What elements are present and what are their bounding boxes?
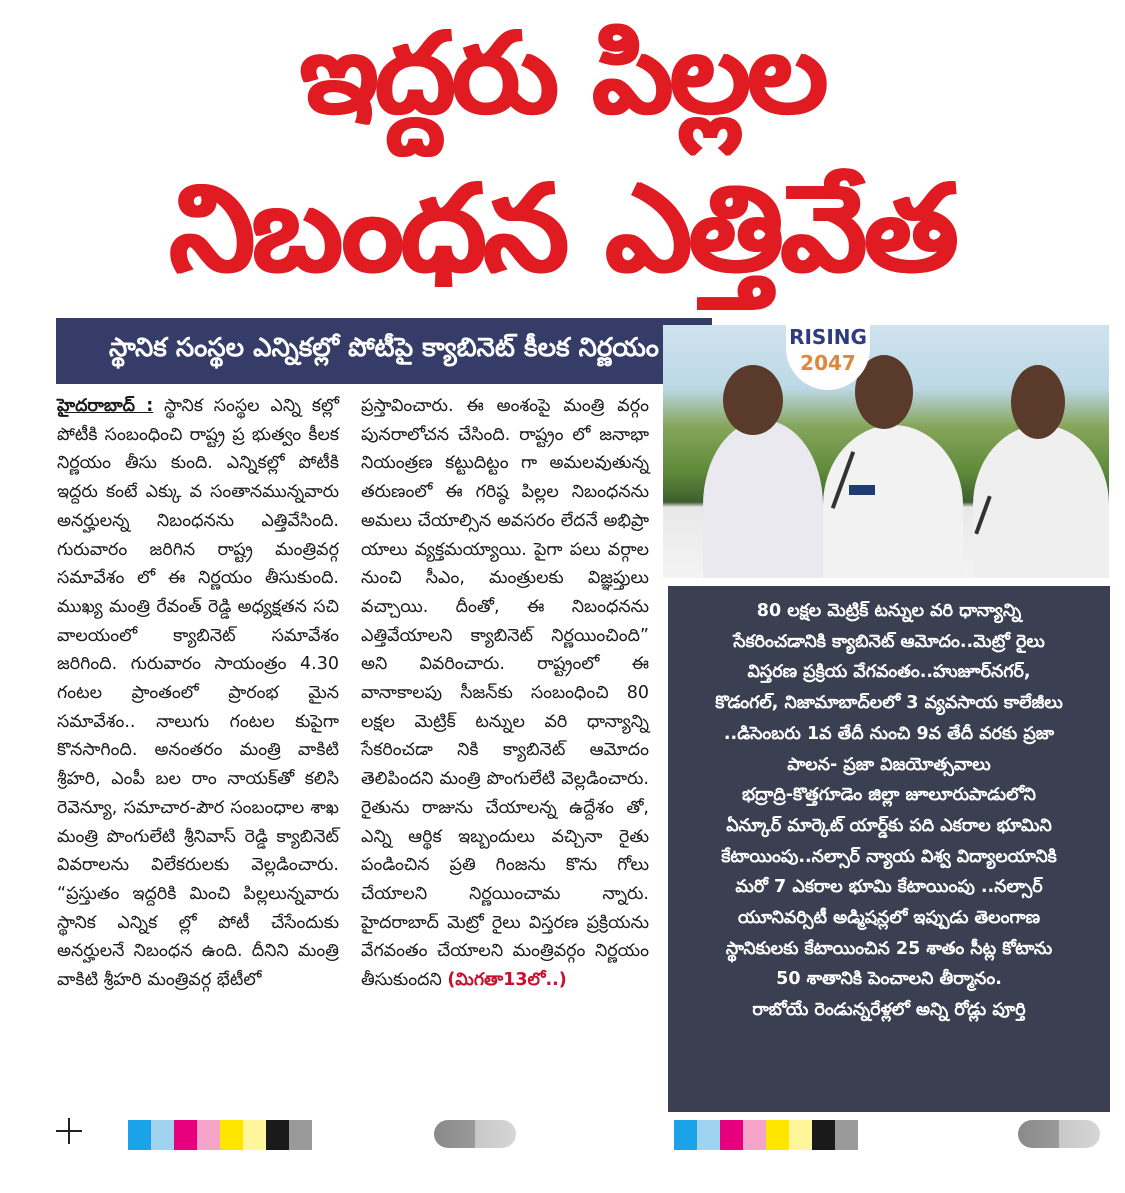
- color-swatch: [266, 1120, 289, 1150]
- color-swatch: [743, 1120, 766, 1150]
- highlight-line: కేటాయింపు..నల్సార్ న్యాయ విశ్వ విద్యాలయానికి: [721, 846, 1057, 867]
- highlights-box: [668, 586, 1110, 1112]
- person-right: [973, 425, 1109, 578]
- color-swatch: [151, 1120, 174, 1150]
- color-swatch: [128, 1120, 151, 1150]
- color-swatch: [174, 1120, 197, 1150]
- color-swatch: [674, 1120, 697, 1150]
- person-center: [823, 425, 963, 578]
- rising-year: 2047: [800, 351, 856, 375]
- person-left: [703, 420, 823, 578]
- color-swatch: [812, 1120, 835, 1150]
- color-swatch: [289, 1120, 312, 1150]
- color-swatch: [243, 1120, 266, 1150]
- article-column-1: [57, 392, 339, 995]
- rising-word: RISING: [789, 325, 867, 349]
- color-swatch: [197, 1120, 220, 1150]
- highlight-line: కొడంగల్, నిజామాబాద్‌లలో 3 వ్యవసాయ కాలేజీలు: [715, 693, 1063, 714]
- gray-pill-mark: [1018, 1120, 1100, 1148]
- highlight-line: రాబోయే రెండున్నరేళ్లలో అన్ని రోడ్లు పూర్తి: [752, 1000, 1026, 1021]
- continued-label: (మిగతా13లో..): [447, 970, 567, 991]
- dateline: హైదరాబాద్ :: [57, 396, 154, 416]
- subheadline-text: స్థానిక సంస్థల ఎన్నికల్లో పోటీపై క్యాబినెట్ కీలక నిర్ణయం: [109, 333, 659, 363]
- highlight-line: మరో 7 ఎకరాల భూమి కేటాయింపు ..నల్సార్: [735, 877, 1043, 898]
- color-calibration-bar: [128, 1120, 312, 1150]
- highlight-line: ..డిసెంబరు 1వ తేదీ నుంచి 9వ తేదీ వరకు ప్రజా: [723, 723, 1055, 744]
- highlight-line: స్థానికులకు కేటాయించిన 25 శాతం సీట్ల కోటాను: [725, 938, 1053, 959]
- headline-line-2: నిబంధన ఎత్తివేత: [169, 160, 956, 299]
- headline-line-1: ఇద్దరు పిల్లల: [300, 9, 825, 139]
- highlight-line: ఏన్కూర్ మార్కెట్ యార్డ్‌కు పది ఎకరాల భూమిని: [726, 815, 1052, 836]
- highlight-line: విస్తరణ ప్రక్రియ వేగవంతం..హుజూర్‌నగర్,: [747, 662, 1031, 683]
- highlight-line: 80 లక్షల మెట్రిక్ టన్నుల వరి ధాన్యాన్ని: [756, 601, 1022, 621]
- press-meet-photo: [663, 325, 1109, 578]
- article-column-2: [361, 392, 649, 995]
- subheadline-banner: [56, 318, 712, 384]
- article-body-col2: ప్రస్తావించారు. ఈ అంశంపై మంత్రి వర్గం పునరాలోచన చేసింది. రాష్ట్రం లో జనాభా నియంత్రణ కట్టుదిట్టం గా అమలవుతున్న తరుణంలో ఈ గరిష్ఠ పిల్లల నిబంధనను అమలు చేయాల్సిన అవసరం లేదనే అభిప్రా యాలు వ్యక్తమయ్యాయి. పైగా పలు వర్గాల నుంచి సీఎం, మంత్రులకు విజ్ఞప్తులు వచ్చాయి. దీంతో, ఈ నిబంధనను ఎత్తివేయాలని క్యాబినెట్ నిర్ణయించింది” అని వివరించారు. రాష్ట్రంలో ఈ వానాకాలపు సీజన్‌కు సంబంధించి 80 లక్షల మెట్రిక్ టన్నుల వరి ధాన్యాన్ని సేకరించడా నికి క్యాబినెట్ ఆమోదం తెలిపిందని మంత్రి పొంగులేటి వెల్లడించారు. రైతును రాజును చేయాలన్న ఉద్దేశం తో, ఎన్ని ఆర్థిక ఇబ్బందులు వచ్చినా రైతు పండించిన ప్రతి గింజను కొను గోలు చేయాలని నిర్ణయించామ న్నారు. హైదరాబాద్ మెట్రో రైలు విస్తరణ ప్రక్రియను వేగవంతం చేయాలని మంత్రివర్గం నిర్ణయం తీసుకుందని: [361, 396, 649, 991]
- article-body-col1: స్థానిక సంస్థల ఎన్ని కల్లో పోటీకి సంబంధించి రాష్ట్ర ప్ర భుత్వం కీలక నిర్ణయం తీసు కుంది. ఎన్నికల్లో పోటీకి ఇద్దరు కంటే ఎక్కు వ సంతానమున్నవారు అనర్హులన్న నిబంధనను ఎత్తివేసింది. గురువారం జరిగిన రాష్ట్ర మంత్రివర్గ సమావేశం లో ఈ నిర్ణయం తీసుకుంది. ముఖ్య మంత్రి రేవంత్ రెడ్డి అధ్యక్షతన సచి వాలయంలో క్యాబినెట్ సమావేశం జరిగింది. గురువారం సాయంత్రం 4.30 గంటల ప్రాంతంలో ప్రారంభ మైన సమావేశం.. నాలుగు గంటల కుపైగా కొనసాగింది. అనంతరం మంత్రి వాకిటి శ్రీహరి, ఎంపీ బల రాం నాయక్‌తో కలిసి రెవెన్యూ, సమాచార-పౌర సంబంధాల శాఖ మంత్రి పొంగులేటి శ్రీనివాస్ రెడ్డి క్యాబినెట్ వివరాలను విలేకరులకు వెల్లడించారు. “ప్రస్తుతం ఇద్దరికి మించి పిల్లలున్నవారు స్థానిక ఎన్నిక ల్లో పోటీ చేసేందుకు అనర్హులనే నిబంధన ఉంది. దీనిని మంత్రి వాకిటి శ్రీహరి మంత్రివర్గ భేటీలో: [57, 396, 339, 991]
- highlight-line: 50 శాతానికి పెంచాలని తీర్మానం.: [776, 969, 1002, 990]
- registration-mark-icon: [56, 1118, 82, 1144]
- color-swatch: [835, 1120, 858, 1150]
- person-left-head: [723, 365, 783, 435]
- person-right-head: [1011, 365, 1065, 439]
- color-swatch: [220, 1120, 243, 1150]
- highlight-line: భద్రాద్రి-కొత్తగూడెం జిల్లా జూలూరుపాడులోని: [742, 785, 1036, 806]
- nameplate: [849, 485, 875, 495]
- color-swatch: [789, 1120, 812, 1150]
- color-calibration-bar: [674, 1120, 858, 1150]
- highlight-line: పాలన- ప్రజా విజయోత్సవాలు: [787, 754, 991, 775]
- color-swatch: [766, 1120, 789, 1150]
- color-swatch: [697, 1120, 720, 1150]
- highlight-line: సేకరించడానికి క్యాబినెట్ ఆమోదం..మెట్రో రైలు: [733, 631, 1045, 652]
- color-swatch: [720, 1120, 743, 1150]
- highlight-line: యూనివర్సిటీ అడ్మిషన్లలో ఇప్పుడు తెలంగాణ: [737, 908, 1041, 929]
- gray-pill-mark: [434, 1120, 516, 1148]
